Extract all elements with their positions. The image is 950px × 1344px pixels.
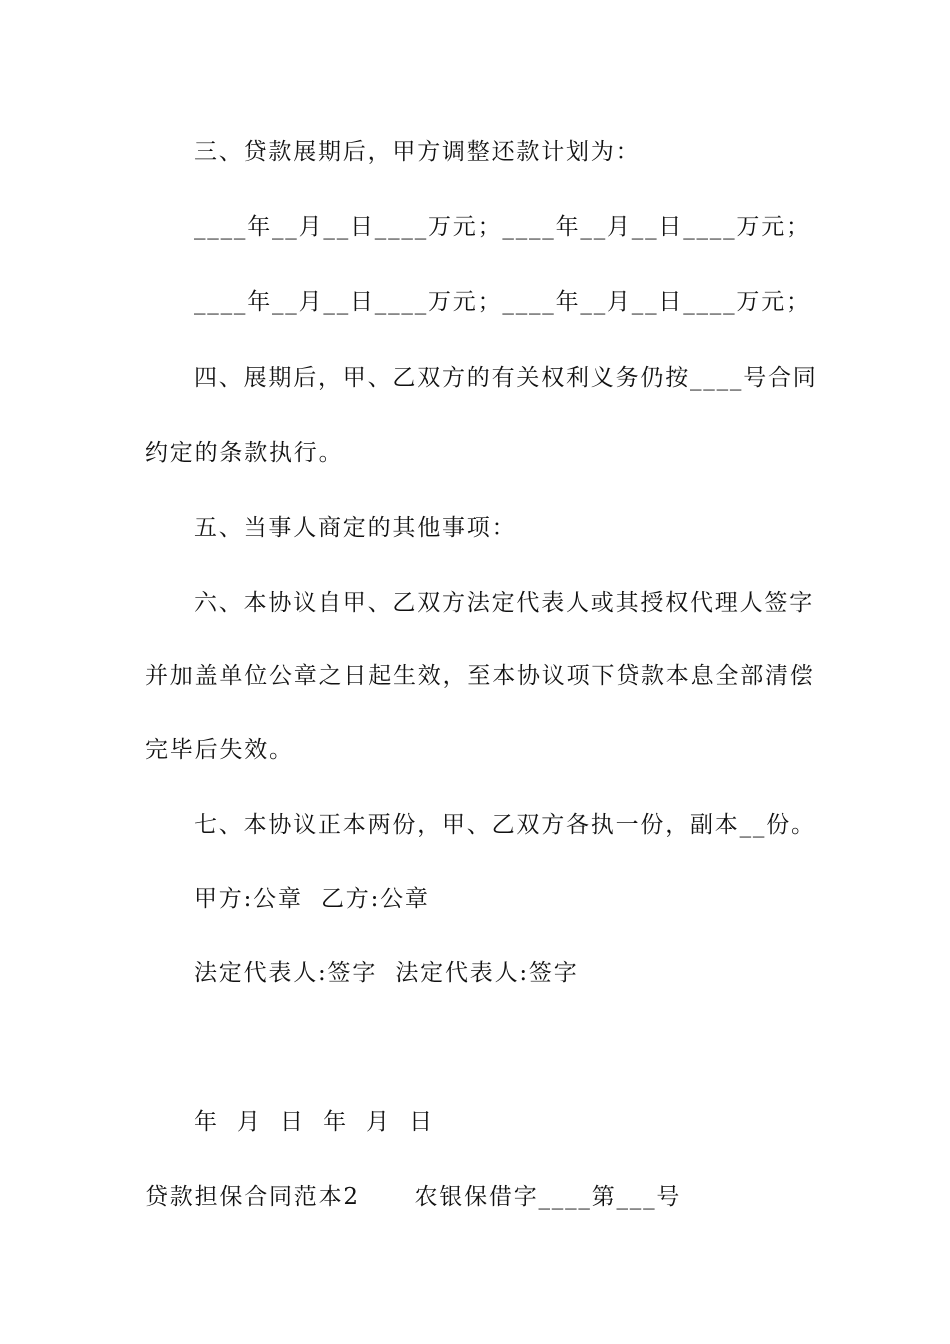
signature-date-line: 年 月 日 年 月 日 [194, 1109, 434, 1135]
clause-6-end: 完毕后失效。 [145, 737, 294, 763]
clause-5-text: 五、当事人商定的其他事项： [194, 515, 517, 541]
clause-3-heading: 三、贷款展期后，甲方调整还款计划为： [194, 139, 641, 165]
clause-6-continuation: 并加盖单位公章之日起生效，至本协议项下贷款本息全部清偿 [145, 663, 815, 689]
repayment-schedule-line-1: ____年__月__日____万元；____年__月__日____万元； [194, 214, 811, 240]
clause-7-text: 七、本协议正本两份，甲、乙双方各执一份，副本__份。 [194, 812, 816, 838]
repayment-schedule-line-2: ____年__月__日____万元；____年__月__日____万元； [194, 289, 811, 315]
clause-4-text: 四、展期后，甲、乙双方的有关权利义务仍按____号合同 [194, 365, 818, 391]
legal-representatives-line: 法定代表人:签字 法定代表人:签字 [194, 960, 579, 986]
clause-6-text: 六、本协议自甲、乙双方法定代表人或其授权代理人签字 [194, 590, 814, 616]
clause-4-continuation: 约定的条款执行。 [145, 440, 344, 466]
party-seals-line: 甲方:公章 乙方:公章 [194, 886, 430, 912]
template-2-title: 贷款担保合同范本2 农银保借字____第___号 [145, 1184, 682, 1210]
